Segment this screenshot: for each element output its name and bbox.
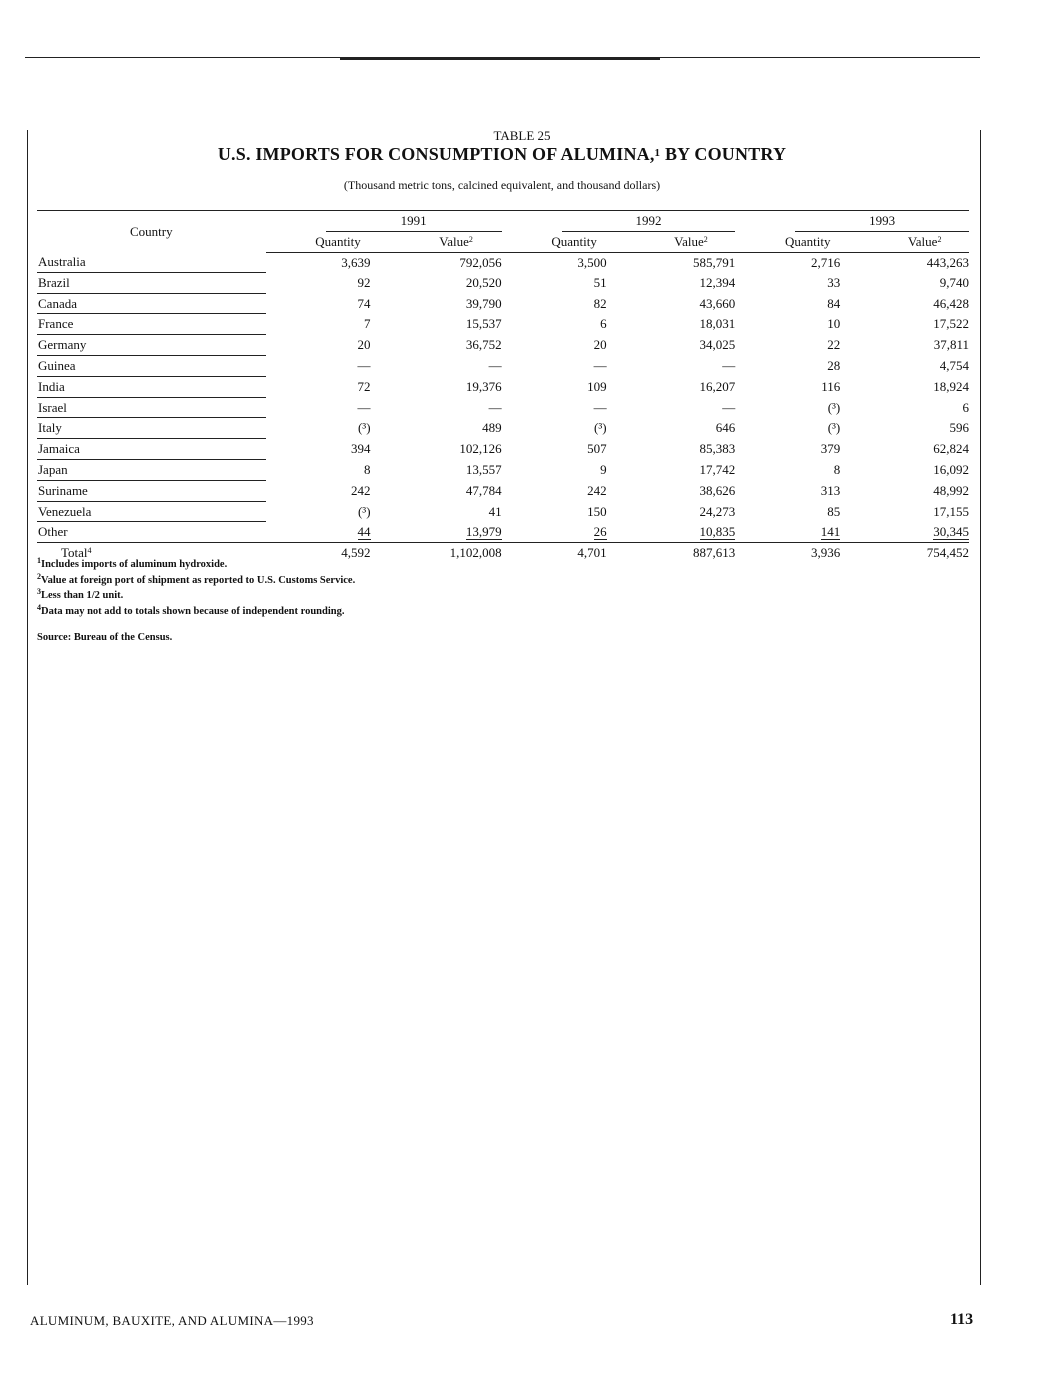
cell-value: 20 bbox=[357, 337, 371, 353]
cell-value: 141 bbox=[820, 524, 841, 540]
cell-value: (³) bbox=[357, 503, 371, 519]
cell-value: 4,701 bbox=[577, 545, 607, 561]
quantity-1992-cell bbox=[502, 293, 647, 314]
value-1993-cell bbox=[880, 543, 969, 563]
table-row bbox=[37, 418, 969, 439]
quantity-1992-cell bbox=[502, 439, 647, 460]
footnote-text: Data may not add to totals shown because of independent rounding. bbox=[41, 605, 345, 617]
value-1993-cell bbox=[880, 376, 969, 397]
cell-value: 489 bbox=[482, 420, 502, 436]
quantity-1993-cell bbox=[735, 418, 880, 439]
value-1991-cell bbox=[411, 356, 502, 377]
title-footnote-mark: 1 bbox=[654, 147, 661, 159]
value-1993-cell bbox=[880, 272, 969, 293]
cell-value: 4,592 bbox=[341, 545, 371, 561]
value-1992-cell bbox=[647, 335, 736, 356]
cell-value: 74 bbox=[357, 295, 371, 311]
year-header-row bbox=[37, 211, 969, 232]
cell-value: — bbox=[593, 399, 607, 415]
quantity-1992-cell bbox=[502, 460, 647, 481]
value-1991-cell bbox=[411, 293, 502, 314]
cell-value: — bbox=[722, 399, 736, 415]
cell-value: 792,056 bbox=[459, 254, 502, 270]
cell-value: 17,155 bbox=[933, 503, 969, 519]
value-header-1993 bbox=[880, 232, 969, 252]
cell-value: — bbox=[722, 358, 736, 374]
running-footer: ALUMINUM, BAUXITE, AND ALUMINA—1993 bbox=[30, 1313, 314, 1328]
cell-value: 12,394 bbox=[699, 274, 736, 290]
cell-value: 62,824 bbox=[933, 441, 969, 457]
cell-value: 17,742 bbox=[699, 462, 736, 478]
cell-value: 15,537 bbox=[465, 316, 502, 332]
value-footnote-mark: 2 bbox=[937, 234, 942, 244]
page-number: 113 bbox=[950, 1311, 974, 1328]
cell-value: 754,452 bbox=[926, 545, 969, 561]
footnote bbox=[37, 573, 355, 589]
value-1991-cell bbox=[411, 460, 502, 481]
quantity-1992-cell bbox=[502, 543, 647, 563]
cell-value: 28 bbox=[827, 358, 841, 374]
value-1992-cell bbox=[647, 272, 736, 293]
cell-value: — bbox=[488, 358, 502, 374]
quantity-1991-cell bbox=[266, 314, 411, 335]
cell-value: 10 bbox=[827, 316, 841, 332]
cell-value: (³) bbox=[827, 420, 841, 436]
quantity-1991-cell bbox=[266, 335, 411, 356]
country-cell: Japan bbox=[37, 460, 266, 481]
cell-value: 20 bbox=[593, 337, 607, 353]
quantity-1993-cell bbox=[735, 314, 880, 335]
value-1991-cell bbox=[411, 397, 502, 418]
country-cell: Suriname bbox=[37, 480, 266, 501]
cell-value: 242 bbox=[351, 482, 371, 498]
cell-value: 585,791 bbox=[693, 254, 736, 270]
cell-value: (³) bbox=[827, 399, 841, 415]
cell-value: 18,924 bbox=[933, 378, 969, 394]
cell-value: 22 bbox=[827, 337, 841, 353]
value-1993-cell bbox=[880, 356, 969, 377]
table-body bbox=[37, 252, 969, 563]
value-label: Value bbox=[674, 233, 704, 249]
cell-value: 9,740 bbox=[939, 274, 969, 290]
cell-value: — bbox=[488, 399, 502, 415]
value-1991-cell bbox=[411, 335, 502, 356]
value-footnote-mark: 2 bbox=[703, 234, 708, 244]
cell-value: 39,790 bbox=[465, 295, 502, 311]
cell-value: — bbox=[357, 399, 371, 415]
total-footnote-mark: 4 bbox=[87, 546, 92, 556]
quantity-1991-cell bbox=[266, 418, 411, 439]
footnote bbox=[37, 588, 355, 604]
value-1993-cell bbox=[880, 314, 969, 335]
cell-value: 17,522 bbox=[933, 316, 969, 332]
table-row bbox=[37, 272, 969, 293]
cell-value: 24,273 bbox=[699, 503, 736, 519]
cell-value: 102,126 bbox=[459, 441, 502, 457]
cell-value: 313 bbox=[820, 482, 841, 498]
value-1993-cell bbox=[880, 480, 969, 501]
value-1991-cell bbox=[411, 252, 502, 272]
quantity-1993-cell bbox=[735, 335, 880, 356]
quantity-1991-cell bbox=[266, 397, 411, 418]
top-rule-thick bbox=[340, 57, 660, 60]
cell-value: 48,992 bbox=[933, 482, 969, 498]
footnotes bbox=[37, 557, 355, 619]
value-1991-cell bbox=[411, 272, 502, 293]
cell-value: 38,626 bbox=[699, 482, 736, 498]
value-1991-cell bbox=[411, 480, 502, 501]
table-number: TABLE 25 bbox=[493, 128, 551, 143]
country-header: Country bbox=[37, 211, 266, 253]
imports-table bbox=[37, 210, 969, 563]
cell-value: 84 bbox=[827, 295, 841, 311]
footnote-mark: 3 bbox=[37, 587, 41, 596]
value-1993-cell bbox=[880, 252, 969, 272]
value-1992-cell bbox=[647, 252, 736, 272]
cell-value: 85,383 bbox=[699, 441, 736, 457]
quantity-1993-cell bbox=[735, 460, 880, 481]
cell-value: 394 bbox=[351, 441, 371, 457]
cell-value: 150 bbox=[587, 503, 607, 519]
footnote-text: Includes imports of aluminum hydroxide. bbox=[41, 559, 228, 570]
value-1992-cell bbox=[647, 418, 736, 439]
table-title bbox=[0, 144, 1004, 165]
value-1992-cell bbox=[647, 356, 736, 377]
footnote bbox=[37, 604, 355, 620]
quantity-1992-cell bbox=[502, 252, 647, 272]
quantity-1991-cell bbox=[266, 252, 411, 272]
cell-value: 13,557 bbox=[465, 462, 502, 478]
value-1991-cell bbox=[411, 314, 502, 335]
table-row bbox=[37, 522, 969, 543]
value-1991-cell bbox=[411, 501, 502, 522]
cell-value: 47,784 bbox=[465, 482, 502, 498]
country-cell: Italy bbox=[37, 418, 266, 439]
cell-value: 51 bbox=[593, 274, 607, 290]
cell-value: 887,613 bbox=[693, 545, 736, 561]
value-1993-cell bbox=[880, 418, 969, 439]
cell-value: 16,092 bbox=[933, 462, 969, 478]
cell-value: 13,979 bbox=[465, 524, 502, 540]
quantity-1991-cell bbox=[266, 480, 411, 501]
cell-value: 43,660 bbox=[699, 295, 736, 311]
table-row bbox=[37, 356, 969, 377]
quantity-header-1993: Quantity bbox=[735, 232, 880, 252]
right-margin-rule bbox=[980, 130, 981, 1285]
cell-value: 82 bbox=[593, 295, 607, 311]
table-row bbox=[37, 460, 969, 481]
cell-value: 507 bbox=[587, 441, 607, 457]
cell-value: 2,716 bbox=[811, 254, 841, 270]
year-1991-label: 1991 bbox=[326, 211, 502, 232]
cell-value: — bbox=[593, 358, 607, 374]
quantity-1993-cell bbox=[735, 501, 880, 522]
value-1992-cell bbox=[647, 501, 736, 522]
quantity-1992-cell bbox=[502, 272, 647, 293]
value-1992-cell bbox=[647, 376, 736, 397]
cell-value: (³) bbox=[594, 420, 607, 436]
country-cell: Other bbox=[37, 522, 266, 543]
table-row bbox=[37, 501, 969, 522]
value-1993-cell bbox=[880, 397, 969, 418]
cell-value: 3,936 bbox=[811, 545, 841, 561]
country-cell: Israel bbox=[37, 397, 266, 418]
country-cell: India bbox=[37, 376, 266, 397]
table-row bbox=[37, 314, 969, 335]
cell-value: 596 bbox=[949, 420, 969, 436]
cell-value: 379 bbox=[820, 441, 841, 457]
cell-value: 4,754 bbox=[939, 358, 969, 374]
table-subtitle: (Thousand metric tons, calcined equivalent, and thousand dollars) bbox=[343, 178, 661, 192]
cell-value: 7 bbox=[364, 316, 371, 332]
quantity-1991-cell bbox=[266, 272, 411, 293]
quantity-1992-cell bbox=[502, 335, 647, 356]
footnote-mark: 1 bbox=[37, 556, 41, 565]
title-text: U.S. IMPORTS FOR CONSUMPTION OF ALUMINA, bbox=[217, 144, 655, 164]
quantity-1991-cell bbox=[266, 522, 411, 543]
cell-value: 3,639 bbox=[341, 254, 371, 270]
quantity-1991-cell bbox=[266, 439, 411, 460]
cell-value: 92 bbox=[357, 274, 371, 290]
year-header-1991 bbox=[266, 211, 502, 232]
cell-value: 646 bbox=[715, 420, 736, 436]
table-row bbox=[37, 376, 969, 397]
cell-value: 109 bbox=[587, 378, 607, 394]
cell-value: 242 bbox=[587, 482, 607, 498]
title-suffix: BY COUNTRY bbox=[660, 144, 787, 164]
quantity-1991-cell bbox=[266, 293, 411, 314]
table-row bbox=[37, 335, 969, 356]
quantity-1992-cell bbox=[502, 356, 647, 377]
value-1992-cell bbox=[647, 314, 736, 335]
table-row bbox=[37, 439, 969, 460]
country-cell: France bbox=[37, 314, 266, 335]
quantity-1992-cell bbox=[502, 376, 647, 397]
quantity-1991-cell bbox=[266, 501, 411, 522]
value-1992-cell bbox=[647, 397, 736, 418]
country-cell: Brazil bbox=[37, 272, 266, 293]
value-1993-cell bbox=[880, 293, 969, 314]
year-header-1992 bbox=[502, 211, 736, 232]
cell-value: (³) bbox=[357, 420, 371, 436]
quantity-1993-cell bbox=[735, 439, 880, 460]
value-1991-cell bbox=[411, 418, 502, 439]
cell-value: 46,428 bbox=[933, 295, 969, 311]
quantity-1993-cell bbox=[735, 272, 880, 293]
cell-value: 6 bbox=[962, 399, 969, 415]
value-1992-cell bbox=[647, 293, 736, 314]
quantity-1991-cell bbox=[266, 356, 411, 377]
quantity-1991-cell bbox=[266, 376, 411, 397]
quantity-1992-cell bbox=[502, 522, 647, 543]
quantity-1992-cell bbox=[502, 314, 647, 335]
quantity-1993-cell bbox=[735, 252, 880, 272]
table-row bbox=[37, 252, 969, 272]
value-1993-cell bbox=[880, 501, 969, 522]
year-1993-label: 1993 bbox=[795, 211, 969, 232]
quantity-header-1991: Quantity bbox=[266, 232, 411, 252]
value-1993-cell bbox=[880, 439, 969, 460]
quantity-1992-cell bbox=[502, 397, 647, 418]
cell-value: 36,752 bbox=[465, 337, 502, 353]
cell-value: 16,207 bbox=[699, 378, 736, 394]
cell-value: 10,835 bbox=[699, 524, 736, 540]
year-1992-label: 1992 bbox=[562, 211, 736, 232]
cell-value: 72 bbox=[357, 378, 371, 394]
year-header-1993 bbox=[735, 211, 969, 232]
footnote-mark: 4 bbox=[37, 602, 41, 612]
total-label: Total bbox=[61, 545, 88, 561]
cell-value: 1,102,008 bbox=[449, 545, 502, 561]
cell-value: 116 bbox=[821, 378, 841, 394]
value-header-1992 bbox=[647, 232, 736, 252]
cell-value: 41 bbox=[488, 503, 502, 519]
table-row bbox=[37, 397, 969, 418]
quantity-1993-cell bbox=[735, 522, 880, 543]
country-cell: Australia bbox=[37, 252, 266, 272]
footnote-text: Less than 1/2 unit. bbox=[41, 590, 124, 601]
quantity-1993-cell bbox=[735, 376, 880, 397]
cell-value: 8 bbox=[833, 462, 841, 478]
country-cell: Venezuela bbox=[37, 501, 266, 522]
value-1991-cell bbox=[411, 543, 502, 563]
quantity-1992-cell bbox=[502, 480, 647, 501]
value-label: Value bbox=[439, 233, 469, 249]
country-cell: Canada bbox=[37, 293, 266, 314]
cell-value: 443,263 bbox=[926, 254, 969, 270]
value-footnote-mark: 2 bbox=[468, 234, 473, 244]
footnote-mark: 2 bbox=[37, 571, 41, 581]
cell-value: 37,811 bbox=[933, 337, 969, 353]
cell-value: 44 bbox=[357, 524, 371, 540]
value-1992-cell bbox=[647, 522, 736, 543]
country-cell: Jamaica bbox=[37, 439, 266, 460]
value-1993-cell bbox=[880, 522, 969, 543]
cell-value: 3,500 bbox=[577, 254, 607, 270]
value-1993-cell bbox=[880, 335, 969, 356]
cell-value: 8 bbox=[364, 462, 371, 478]
quantity-1993-cell bbox=[735, 356, 880, 377]
value-1991-cell bbox=[411, 376, 502, 397]
value-1993-cell bbox=[880, 460, 969, 481]
quantity-header-1992: Quantity bbox=[502, 232, 647, 252]
quantity-1992-cell bbox=[502, 418, 647, 439]
cell-value: 26 bbox=[593, 524, 607, 540]
cell-value: 9 bbox=[600, 462, 607, 478]
footnote-text: Value at foreign port of shipment as reported to U.S. Customs Service. bbox=[41, 574, 356, 586]
quantity-1991-cell bbox=[266, 460, 411, 481]
footnote bbox=[37, 557, 355, 573]
table-row bbox=[37, 293, 969, 314]
cell-value: 33 bbox=[827, 274, 841, 290]
value-1991-cell bbox=[411, 522, 502, 543]
cell-value: — bbox=[357, 358, 371, 374]
value-1992-cell bbox=[647, 439, 736, 460]
cell-value: 30,345 bbox=[933, 524, 969, 540]
left-margin-rule bbox=[27, 130, 28, 1285]
cell-value: 34,025 bbox=[699, 337, 736, 353]
quantity-1993-cell bbox=[735, 480, 880, 501]
country-cell: Germany bbox=[37, 335, 266, 356]
value-1992-cell bbox=[647, 460, 736, 481]
value-label: Value bbox=[907, 233, 938, 249]
table-row bbox=[37, 480, 969, 501]
cell-value: 20,520 bbox=[465, 274, 502, 290]
country-cell: Guinea bbox=[37, 356, 266, 377]
value-1992-cell bbox=[647, 543, 736, 563]
quantity-1992-cell bbox=[502, 501, 647, 522]
cell-value: 85 bbox=[827, 503, 841, 519]
value-header-1991 bbox=[411, 232, 502, 252]
cell-value: 6 bbox=[600, 316, 607, 332]
value-1992-cell bbox=[647, 480, 736, 501]
cell-value: 18,031 bbox=[699, 316, 736, 332]
cell-value: 19,376 bbox=[465, 378, 502, 394]
source-note: Source: Bureau of the Census. bbox=[37, 632, 173, 643]
quantity-1993-cell bbox=[735, 397, 880, 418]
quantity-1993-cell bbox=[735, 293, 880, 314]
quantity-1993-cell bbox=[735, 543, 880, 563]
value-1991-cell bbox=[411, 439, 502, 460]
